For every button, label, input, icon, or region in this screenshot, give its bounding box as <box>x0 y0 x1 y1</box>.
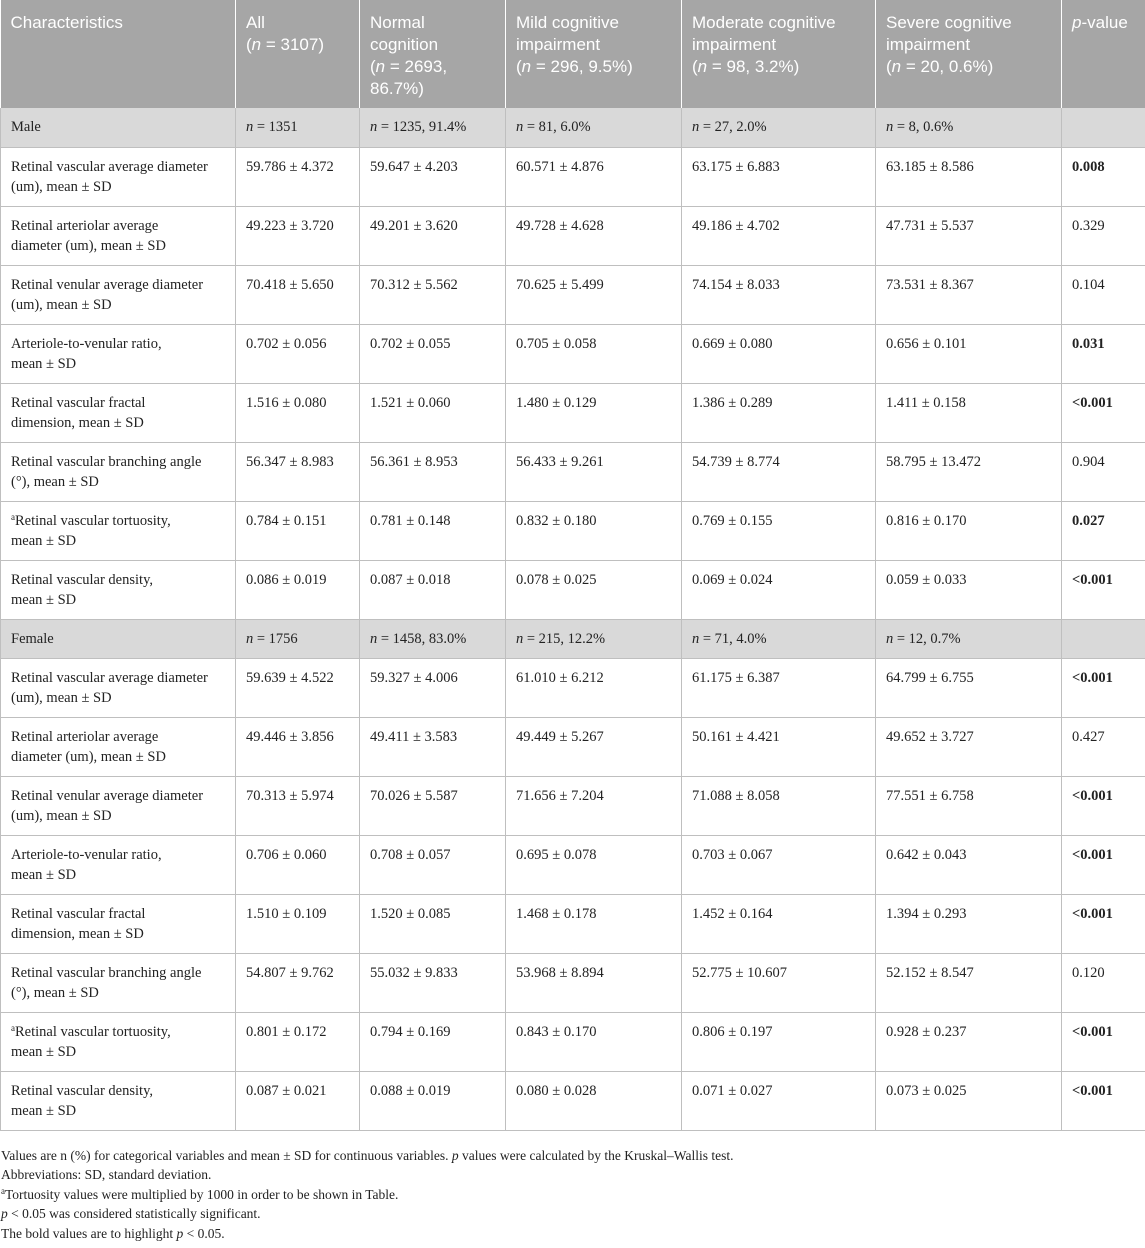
cell-value: 74.154 ± 8.033 <box>682 265 876 324</box>
cell-value: 71.656 ± 7.204 <box>506 776 682 835</box>
row-label <box>1 206 236 265</box>
cell-value: 55.032 ± 9.833 <box>360 953 506 1012</box>
section-count-value: = 1235, 91.4% <box>377 119 467 135</box>
cell-value: 1.520 ± 0.085 <box>360 894 506 953</box>
row-label-line1: Retinal vascular tortuosity, <box>15 512 171 529</box>
row-label <box>1 147 236 206</box>
table-row <box>1 442 1145 501</box>
cell-value: 0.708 ± 0.057 <box>360 835 506 894</box>
cell-value: 64.799 ± 6.755 <box>876 658 1062 717</box>
cell-value: 0.080 ± 0.028 <box>506 1071 682 1130</box>
cell-p-value: 0.008 <box>1062 147 1145 206</box>
cell-value: 1.516 ± 0.080 <box>236 383 360 442</box>
cell-value: 63.185 ± 8.586 <box>876 147 1062 206</box>
cell-value: 61.010 ± 6.212 <box>506 658 682 717</box>
footnote-tortuosity: $^a$Tortuosity values were multiplied by 1000 in order to be shown in Table. <box>1 1185 399 1202</box>
row-label <box>1 776 236 835</box>
row-label-line2: diameter (um), mean ± SD <box>11 238 166 254</box>
cell-value: 49.223 ± 3.720 <box>236 206 360 265</box>
cell-value: 54.739 ± 8.774 <box>682 442 876 501</box>
row-label <box>1 953 236 1012</box>
section-count-value: = 8, 0.6% <box>893 119 954 135</box>
cell-value: 1.480 ± 0.129 <box>506 383 682 442</box>
cell-value: 0.794 ± 0.169 <box>360 1012 506 1071</box>
footnote-significance: p < 0.05 was considered statistically significant. <box>1 1206 261 1222</box>
cell-p-value: 0.031 <box>1062 324 1145 383</box>
cell-value: 1.521 ± 0.060 <box>360 383 506 442</box>
footnote-marker: a <box>11 511 15 522</box>
cell-value: 70.625 ± 5.499 <box>506 265 682 324</box>
row-label-line2: diameter (um), mean ± SD <box>11 749 166 765</box>
cell-value: 53.968 ± 8.894 <box>506 953 682 1012</box>
cell-p-value: <0.001 <box>1062 383 1145 442</box>
cell-value: 49.186 ± 4.702 <box>682 206 876 265</box>
cell-value: 0.069 ± 0.024 <box>682 560 876 619</box>
cell-value: 63.175 ± 6.883 <box>682 147 876 206</box>
row-label-line2: dimension, mean ± SD <box>11 415 144 431</box>
row-label-line2: dimension, mean ± SD <box>11 926 144 942</box>
cell-value: 0.843 ± 0.170 <box>506 1012 682 1071</box>
cell-value: 0.656 ± 0.101 <box>876 324 1062 383</box>
header-row <box>1 0 1145 108</box>
cell-p-value: <0.001 <box>1062 1012 1145 1071</box>
table-header <box>1 0 1145 108</box>
cell-value: 56.433 ± 9.261 <box>506 442 682 501</box>
cell-value: 1.452 ± 0.164 <box>682 894 876 953</box>
cell-value: 59.647 ± 4.203 <box>360 147 506 206</box>
row-label-line1: Retinal arteriolar average <box>11 217 159 234</box>
cell-value: 49.446 ± 3.856 <box>236 717 360 776</box>
table-row <box>1 324 1145 383</box>
section-count-value: = 27, 2.0% <box>699 119 767 135</box>
table-row <box>1 560 1145 619</box>
cell-value: 0.806 ± 0.197 <box>682 1012 876 1071</box>
cell-value: 0.781 ± 0.148 <box>360 501 506 560</box>
table-row <box>1 206 1145 265</box>
table-row <box>1 776 1145 835</box>
cell-value: 0.695 ± 0.078 <box>506 835 682 894</box>
cell-value: 49.728 ± 4.628 <box>506 206 682 265</box>
cell-value: 1.386 ± 0.289 <box>682 383 876 442</box>
row-label-line1: Retinal vascular density, <box>11 571 154 588</box>
row-label <box>1 560 236 619</box>
header-severe: Severe cognitive impairment (n = 20, 0.6%) <box>876 0 1062 108</box>
row-label <box>1 658 236 717</box>
cell-value: 0.928 ± 0.237 <box>876 1012 1062 1071</box>
cell-p-value: <0.001 <box>1062 835 1145 894</box>
cell-value: 71.088 ± 8.058 <box>682 776 876 835</box>
cell-value: 52.775 ± 10.607 <box>682 953 876 1012</box>
header-all: All (n = 3107) <box>236 0 360 108</box>
cell-value: 52.152 ± 8.547 <box>876 953 1062 1012</box>
cell-value: 0.088 ± 0.019 <box>360 1071 506 1130</box>
row-label-line1: Retinal arteriolar average <box>11 728 159 745</box>
cell-value: 0.086 ± 0.019 <box>236 560 360 619</box>
cell-p-value: 0.027 <box>1062 501 1145 560</box>
row-label <box>1 383 236 442</box>
cell-value: 70.026 ± 5.587 <box>360 776 506 835</box>
cell-value: 0.801 ± 0.172 <box>236 1012 360 1071</box>
cell-value: 1.510 ± 0.109 <box>236 894 360 953</box>
cell-value: 77.551 ± 6.758 <box>876 776 1062 835</box>
footnote-values: Values are n (%) for categorical variables and mean ± SD for continuous variables. p values were calculated by the Kruskal–Wallis test. <box>1 1148 734 1163</box>
section-count-value: = 1756 <box>253 630 298 647</box>
section-count-value: = 81, 6.0% <box>523 119 591 135</box>
cell-value: 0.078 ± 0.025 <box>506 560 682 619</box>
row-label-line1: Retinal vascular density, <box>11 1082 154 1099</box>
row-label <box>1 1071 236 1130</box>
cell-value: 1.468 ± 0.178 <box>506 894 682 953</box>
cell-value: 0.706 ± 0.060 <box>236 835 360 894</box>
table-row <box>1 1012 1145 1071</box>
row-label-line1: Retinal vascular fractal <box>11 394 146 411</box>
section-p-empty <box>1062 619 1145 658</box>
cell-value: 58.795 ± 13.472 <box>876 442 1062 501</box>
cell-value: 70.312 ± 5.562 <box>360 265 506 324</box>
cell-value: 59.639 ± 4.522 <box>236 658 360 717</box>
table-row <box>1 894 1145 953</box>
row-label-line2: (um), mean ± SD <box>11 297 112 313</box>
cell-p-value: 0.329 <box>1062 206 1145 265</box>
cell-value: 59.327 ± 4.006 <box>360 658 506 717</box>
row-label-line1: Retinal vascular tortuosity, <box>15 1023 171 1040</box>
table-row <box>1 265 1145 324</box>
cell-p-value: 0.904 <box>1062 442 1145 501</box>
row-label <box>1 1012 236 1071</box>
section-count: n = 8, 0.6% <box>876 108 1062 147</box>
row-label <box>1 501 236 560</box>
row-label <box>1 442 236 501</box>
cell-p-value: <0.001 <box>1062 560 1145 619</box>
table-row <box>1 147 1145 206</box>
cell-value: 0.702 ± 0.056 <box>236 324 360 383</box>
cell-value: 70.313 ± 5.974 <box>236 776 360 835</box>
table-row <box>1 953 1145 1012</box>
section-row-male <box>1 108 1145 147</box>
footnote-abbreviations: Abbreviations: SD, standard deviation. <box>1 1167 212 1183</box>
row-label-line2: mean ± SD <box>11 867 77 883</box>
section-count: n = 71, 4.0% <box>682 619 876 658</box>
table-row <box>1 383 1145 442</box>
cell-p-value: <0.001 <box>1062 658 1145 717</box>
cell-value: 54.807 ± 9.762 <box>236 953 360 1012</box>
cell-value: 73.531 ± 8.367 <box>876 265 1062 324</box>
header-mild: Mild cognitive impairment (n = 296, 9.5%) <box>506 0 682 108</box>
section-count-value: = 1351 <box>253 119 298 135</box>
cell-value: 50.161 ± 4.421 <box>682 717 876 776</box>
cell-value: 0.642 ± 0.043 <box>876 835 1062 894</box>
cell-value: 60.571 ± 4.876 <box>506 147 682 206</box>
cell-value: 59.786 ± 4.372 <box>236 147 360 206</box>
row-label <box>1 265 236 324</box>
cell-value: 1.411 ± 0.158 <box>876 383 1062 442</box>
row-label-line2: (um), mean ± SD <box>11 179 112 195</box>
row-label-line1: Retinal vascular fractal <box>11 905 146 922</box>
header-characteristics: Characteristics <box>1 0 236 108</box>
header-normal: Normal cognition (n = 2693, 86.7%) <box>360 0 506 108</box>
footnote-bold: The bold values are to highlight p < 0.05. <box>1 1225 225 1241</box>
table-row <box>1 1071 1145 1130</box>
section-count-value: = 1458, 83.0% <box>377 630 467 647</box>
cell-p-value: <0.001 <box>1062 894 1145 953</box>
section-count-value: = 71, 4.0% <box>699 630 767 647</box>
row-label-line2: mean ± SD <box>11 356 77 372</box>
row-label-line1: Retinal vascular branching angle <box>11 453 202 470</box>
section-p-empty <box>1062 108 1145 147</box>
table-row <box>1 835 1145 894</box>
section-count: n = 81, 6.0% <box>506 108 682 147</box>
cell-p-value: 0.120 <box>1062 953 1145 1012</box>
cell-value: 0.832 ± 0.180 <box>506 501 682 560</box>
cell-p-value: <0.001 <box>1062 1071 1145 1130</box>
section-count: n = 1458, 83.0% <box>360 619 506 658</box>
footnote-marker: a <box>11 1022 15 1033</box>
cell-value: 47.731 ± 5.537 <box>876 206 1062 265</box>
cell-value: 0.669 ± 0.080 <box>682 324 876 383</box>
section-count: n = 27, 2.0% <box>682 108 876 147</box>
section-label: Female <box>1 619 236 658</box>
section-count: n = 215, 12.2% <box>506 619 682 658</box>
cell-value: 0.705 ± 0.058 <box>506 324 682 383</box>
row-label-line2: (um), mean ± SD <box>11 808 112 824</box>
cell-value: 1.394 ± 0.293 <box>876 894 1062 953</box>
cell-value: 0.703 ± 0.067 <box>682 835 876 894</box>
row-label-line1: Arteriole-to-venular ratio, <box>11 335 162 352</box>
row-label-line2: (°), mean ± SD <box>11 985 99 1001</box>
cell-value: 61.175 ± 6.387 <box>682 658 876 717</box>
row-label-line2: mean ± SD <box>11 1103 77 1119</box>
cell-value: 0.784 ± 0.151 <box>236 501 360 560</box>
section-count: n = 1351 <box>236 108 360 147</box>
cell-value: 49.411 ± 3.583 <box>360 717 506 776</box>
cell-value: 70.418 ± 5.650 <box>236 265 360 324</box>
row-label-line2: mean ± SD <box>11 1044 77 1060</box>
cell-value: 0.073 ± 0.025 <box>876 1071 1062 1130</box>
cell-value: 56.361 ± 8.953 <box>360 442 506 501</box>
row-label <box>1 324 236 383</box>
section-label: Male <box>1 108 236 147</box>
section-count: n = 1235, 91.4% <box>360 108 506 147</box>
cell-value: 0.071 ± 0.027 <box>682 1071 876 1130</box>
section-count: n = 1756 <box>236 619 360 658</box>
table-body <box>1 108 1145 1130</box>
row-label-line2: (°), mean ± SD <box>11 474 99 490</box>
section-row-female <box>1 619 1145 658</box>
row-label-line2: (um), mean ± SD <box>11 690 112 706</box>
section-count-value: = 12, 0.7% <box>893 630 961 647</box>
cell-p-value: <0.001 <box>1062 776 1145 835</box>
cell-value: 49.652 ± 3.727 <box>876 717 1062 776</box>
cell-value: 0.059 ± 0.033 <box>876 560 1062 619</box>
section-count: n = 12, 0.7% <box>876 619 1062 658</box>
cell-p-value: 0.104 <box>1062 265 1145 324</box>
row-label-line1: Retinal vascular average diameter <box>11 669 208 686</box>
row-label <box>1 717 236 776</box>
cell-value: 56.347 ± 8.983 <box>236 442 360 501</box>
row-label <box>1 894 236 953</box>
row-label-line1: Retinal venular average diameter <box>11 787 204 804</box>
cell-value: 49.201 ± 3.620 <box>360 206 506 265</box>
cell-p-value: 0.427 <box>1062 717 1145 776</box>
header-p-value: p-value <box>1062 0 1145 108</box>
row-label-line1: Retinal venular average diameter <box>11 276 204 293</box>
table-row <box>1 658 1145 717</box>
section-count-value: = 215, 12.2% <box>523 630 606 647</box>
row-label-line1: Retinal vascular average diameter <box>11 158 208 175</box>
table-footnotes <box>0 1146 1145 1243</box>
header-moderate: Moderate cognitive impairment (n = 98, 3.2%) <box>682 0 876 108</box>
cell-value: 0.087 ± 0.018 <box>360 560 506 619</box>
cell-value: 0.087 ± 0.021 <box>236 1071 360 1130</box>
row-label-line2: mean ± SD <box>11 533 77 549</box>
table-row <box>1 501 1145 560</box>
row-label-line1: Arteriole-to-venular ratio, <box>11 846 162 863</box>
row-label-line2: mean ± SD <box>11 592 77 608</box>
cell-value: 0.816 ± 0.170 <box>876 501 1062 560</box>
table-row <box>1 717 1145 776</box>
row-label-line1: Retinal vascular branching angle <box>11 964 202 981</box>
cell-value: 0.769 ± 0.155 <box>682 501 876 560</box>
cell-value: 0.702 ± 0.055 <box>360 324 506 383</box>
row-label <box>1 835 236 894</box>
cell-value: 49.449 ± 5.267 <box>506 717 682 776</box>
